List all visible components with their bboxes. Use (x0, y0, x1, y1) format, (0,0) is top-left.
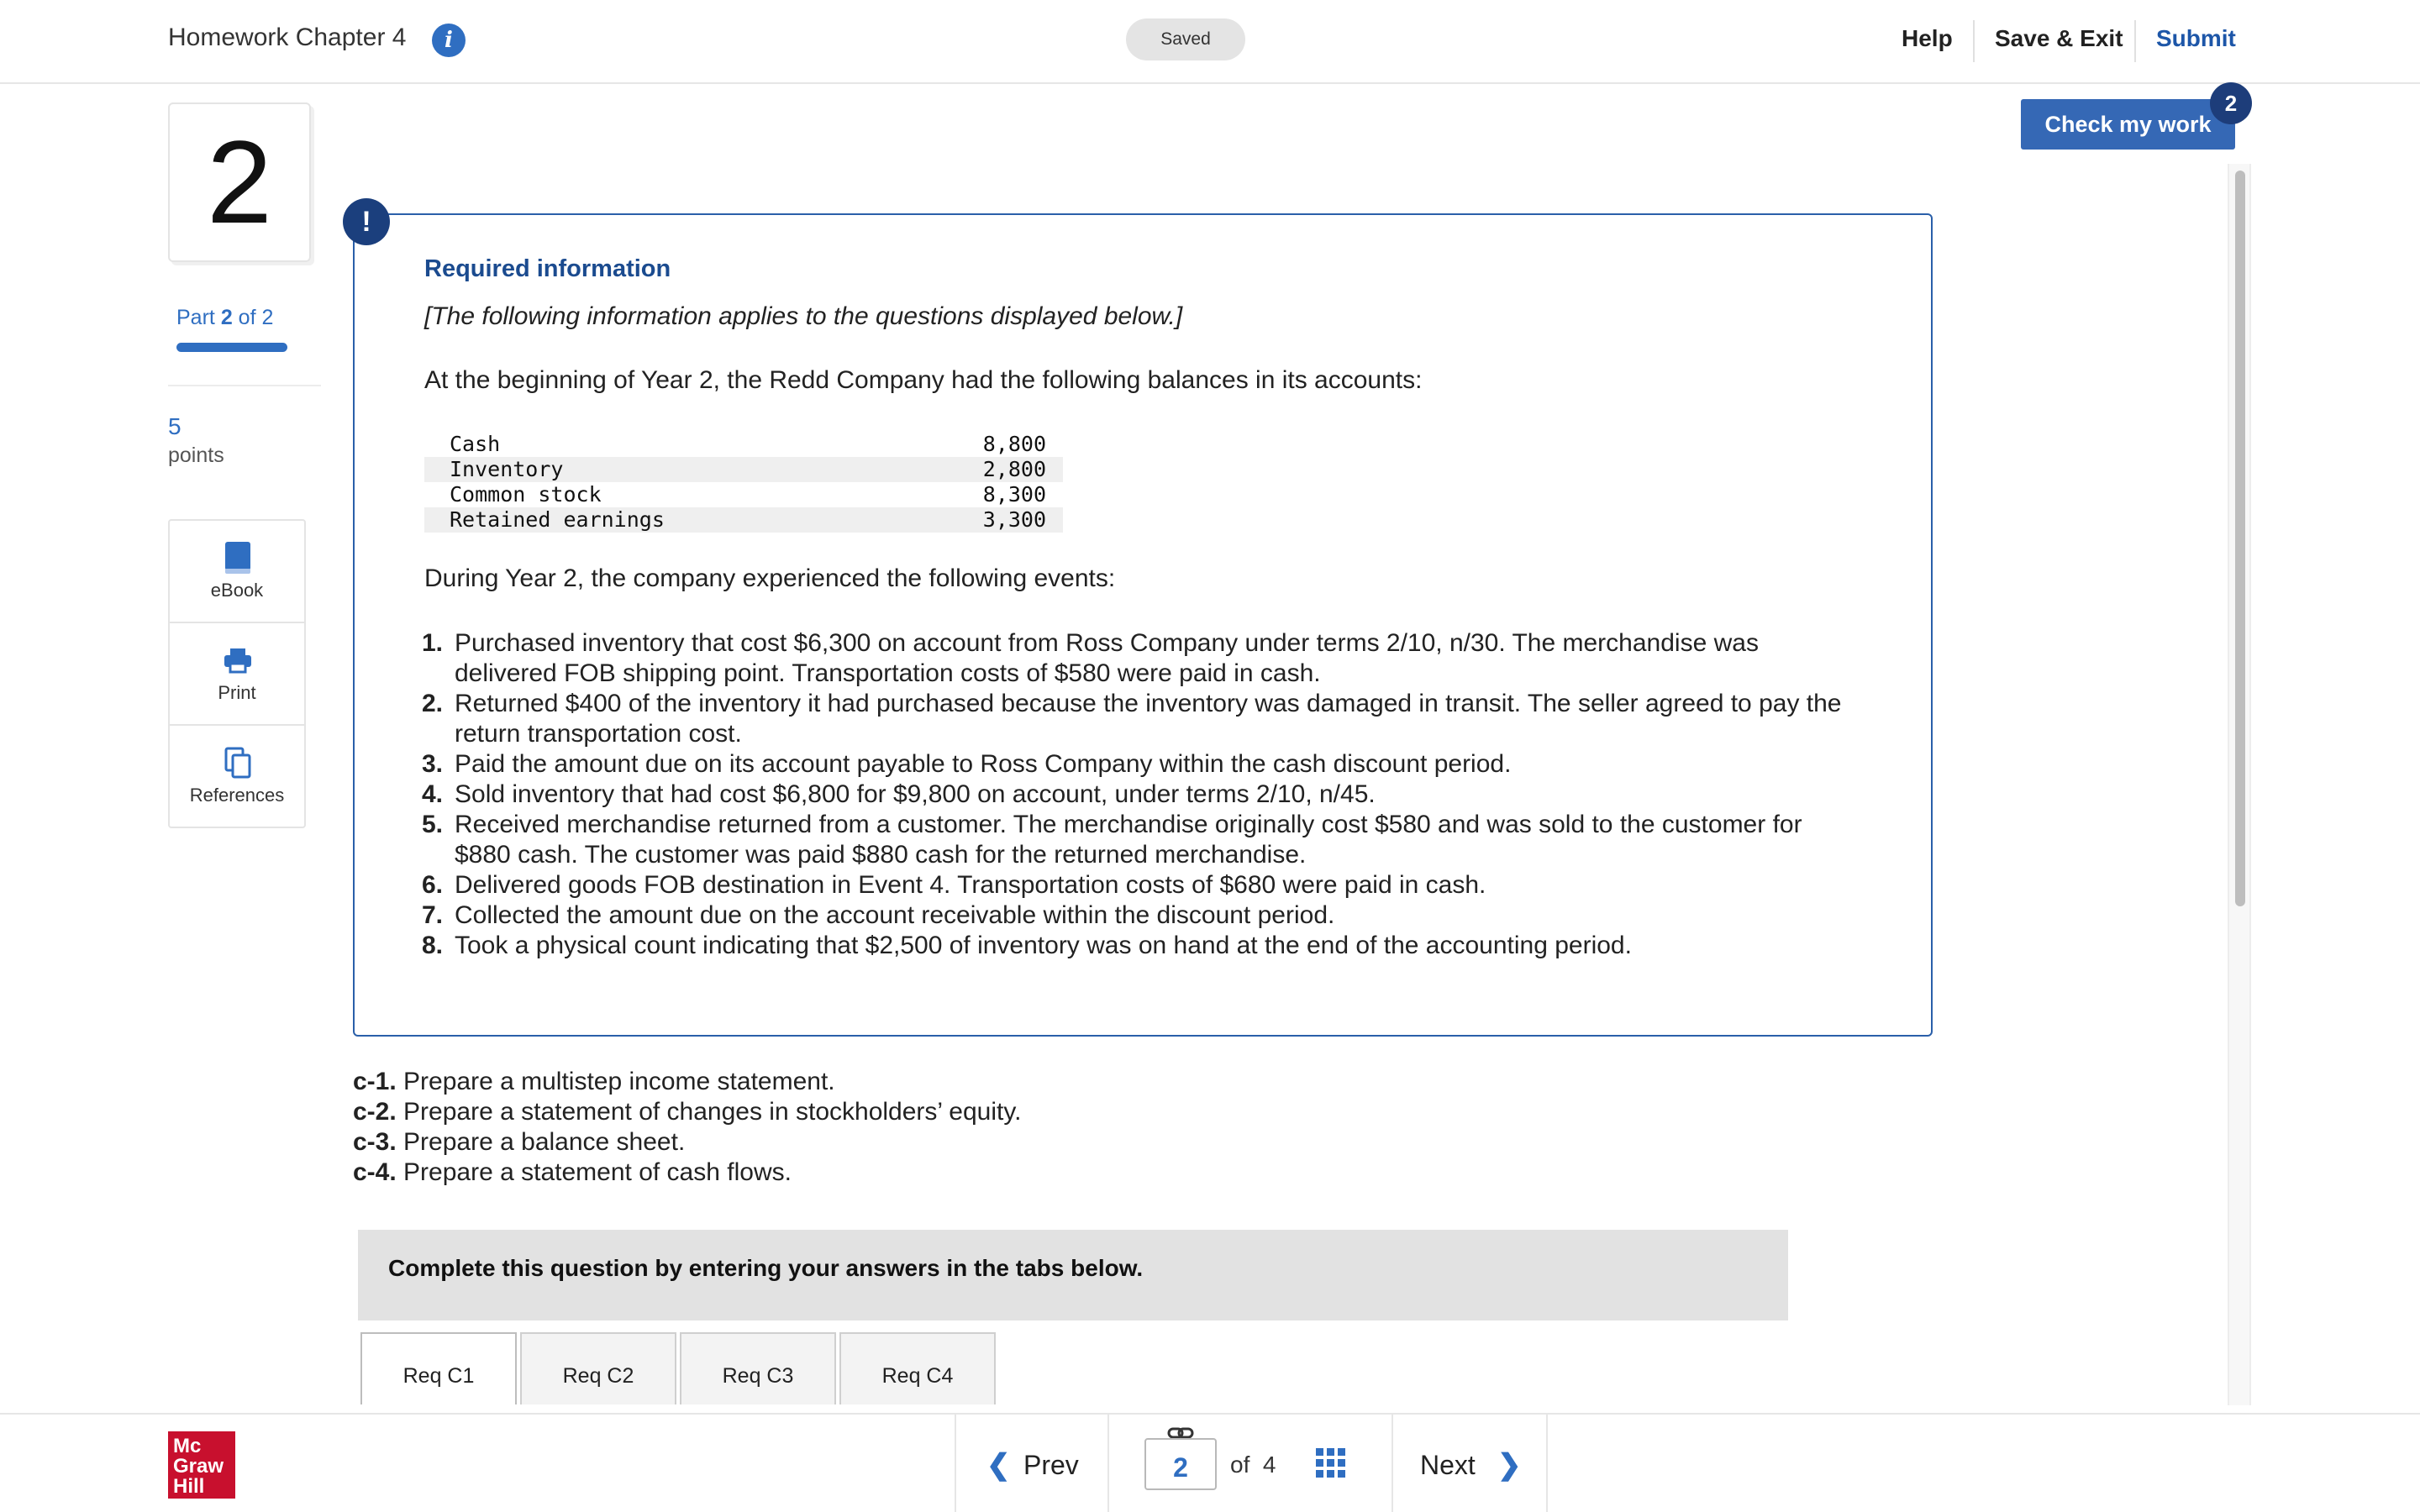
list-item (416, 628, 1861, 689)
event-text: Returned $400 of the inventory it had purchased because the inventory was damaged in transit. The seller agreed to pay the return transportation cost. (455, 690, 1842, 748)
part-text: Prepare a statement of cash flows. (403, 1158, 792, 1186)
part-text: Prepare a balance sheet. (403, 1128, 686, 1156)
list-item (353, 1067, 1021, 1097)
page-of-label: of (1230, 1452, 1250, 1478)
copy-icon (224, 746, 252, 780)
submit-link[interactable]: Submit (2156, 25, 2236, 51)
list-item (353, 1127, 1021, 1158)
part-id: c-4. (353, 1158, 397, 1186)
prev-button[interactable] (955, 1415, 1109, 1512)
page-total-value: 4 (1262, 1452, 1276, 1478)
logo-line: Graw (173, 1455, 224, 1478)
event-text: Paid the amount due on its account payable to Ross Company within the cash discount period. (455, 750, 1512, 778)
header-divider (2134, 20, 2136, 62)
event-text: Collected the amount due on the account receivable within the discount period. (455, 901, 1335, 929)
rail-divider (168, 385, 321, 386)
ebook-label: eBook (210, 580, 264, 601)
part-text: Prepare a multistep income statement. (403, 1068, 835, 1095)
balances-intro: At the beginning of Year 2, the Redd Company had the following balances in its accounts: (424, 366, 1423, 394)
resource-tools (168, 519, 306, 828)
instructions-banner (358, 1230, 1788, 1320)
part-id: c-3. (353, 1128, 397, 1156)
printer-icon (224, 643, 252, 677)
event-number: 8. (421, 932, 443, 959)
list-item (416, 689, 1861, 749)
vertical-scrollbar[interactable] (2228, 164, 2251, 1405)
bottom-navigation (0, 1413, 2420, 1512)
chevron-right-icon: ❯ (1497, 1449, 1522, 1481)
part-id: c-1. (353, 1068, 397, 1095)
event-number: 4. (421, 780, 443, 808)
event-number: 7. (421, 901, 443, 929)
list-item (416, 749, 1861, 780)
account-amount: 2,800 (903, 457, 1063, 482)
part-total: 2 (261, 306, 274, 329)
required-info-title: Required information (424, 255, 671, 282)
grid-icon[interactable] (1316, 1448, 1346, 1478)
scrollbar-thumb[interactable] (2235, 171, 2245, 906)
tab-req-c3[interactable]: Req C3 (680, 1332, 836, 1404)
part-progress-bar (176, 343, 287, 352)
table-row (424, 432, 1063, 457)
event-text: Purchased inventory that cost $6,300 on account from Ross Company under terms 2/10, n/30. The merchandise was delivered FOB shipping point. Transportation costs of $580 were paid in cash. (455, 629, 1759, 687)
print-button[interactable] (170, 623, 304, 726)
ebook-button[interactable] (170, 521, 304, 623)
account-name: Retained earnings (424, 507, 903, 533)
help-link[interactable]: Help (1902, 25, 1953, 51)
event-text: Received merchandise returned from a customer. The merchandise originally cost $580 and was sold to the customer for $880 cash. The customer was paid $880 cash for the returned merchandise. (455, 811, 1802, 869)
page-total (1230, 1452, 1276, 1478)
table-row (424, 457, 1063, 482)
chevron-left-icon: ❮ (986, 1449, 1011, 1481)
list-item (416, 900, 1861, 931)
part-of-label: of (238, 306, 256, 329)
logo-line: Mc (173, 1435, 202, 1457)
points-label: points (168, 444, 224, 467)
top-header (0, 0, 2420, 84)
print-label: Print (218, 682, 256, 703)
list-item (416, 810, 1861, 870)
part-text: Prepare a statement of changes in stockholders’ equity. (403, 1098, 1022, 1126)
event-number: 5. (421, 811, 443, 838)
save-exit-link[interactable]: Save & Exit (1995, 25, 2123, 51)
event-text: Sold inventory that had cost $6,800 for $9,800 on account, under terms 2/10, n/45. (455, 780, 1376, 808)
part-current: 2 (220, 306, 233, 329)
page-number-input[interactable]: 2 (1144, 1438, 1217, 1490)
list-item (353, 1097, 1021, 1127)
tab-req-c4[interactable]: Req C4 (839, 1332, 996, 1404)
alert-icon: ! (343, 198, 390, 245)
list-item (353, 1158, 1021, 1188)
next-label: Next (1420, 1450, 1476, 1480)
instructions-text: Complete this question by entering your answers in the tabs below. (388, 1255, 1144, 1281)
question-number: 2 (168, 102, 311, 262)
account-name: Common stock (450, 482, 602, 507)
header-divider (1973, 20, 1975, 62)
event-number: 3. (421, 750, 443, 778)
events-intro: During Year 2, the company experienced the following events: (424, 564, 1116, 592)
event-number: 2. (421, 690, 443, 717)
info-icon[interactable]: i (432, 24, 466, 57)
saved-status-badge: Saved (1126, 18, 1245, 60)
account-amount: 8,300 (982, 482, 1046, 507)
references-label: References (189, 785, 285, 806)
prev-label: Prev (1023, 1450, 1079, 1480)
book-icon (224, 541, 252, 575)
part-indicator (176, 306, 273, 330)
list-item (416, 931, 1861, 961)
points-value: 5 (168, 413, 182, 439)
check-attempts-badge: 2 (2210, 82, 2252, 124)
event-number: 6. (421, 871, 443, 899)
account-name: Inventory (424, 457, 903, 482)
opening-balances-table (424, 432, 1063, 533)
account-amount: 3,300 (903, 507, 1063, 533)
assignment-title: Homework Chapter 4 (168, 24, 407, 51)
tab-req-c1[interactable]: Req C1 (360, 1332, 517, 1404)
table-row (424, 507, 1063, 533)
account-name: Cash (450, 432, 501, 456)
references-button[interactable] (170, 726, 304, 828)
tab-req-c2[interactable]: Req C2 (520, 1332, 676, 1404)
table-row (424, 482, 1063, 507)
event-text: Delivered goods FOB destination in Event 4. Transportation costs of $680 were paid in cash. (455, 871, 1486, 899)
part-prefix: Part (176, 306, 215, 329)
list-item (416, 780, 1861, 810)
next-button[interactable] (1392, 1415, 1548, 1512)
logo-line: Hill (173, 1475, 205, 1498)
account-amount: 8,800 (982, 432, 1046, 456)
question-parts-list (353, 1067, 1021, 1188)
events-list (416, 628, 1861, 961)
list-item (416, 870, 1861, 900)
event-text: Took a physical count indicating that $2,500 of inventory was on hand at the end of the accounting period. (455, 932, 1632, 959)
event-number: 1. (421, 629, 443, 657)
check-my-work-button[interactable]: Check my work (2021, 99, 2235, 150)
mcgraw-hill-logo (168, 1431, 235, 1499)
part-id: c-2. (353, 1098, 397, 1126)
required-info-note: [The following information applies to the questions displayed below.] (424, 302, 1183, 330)
